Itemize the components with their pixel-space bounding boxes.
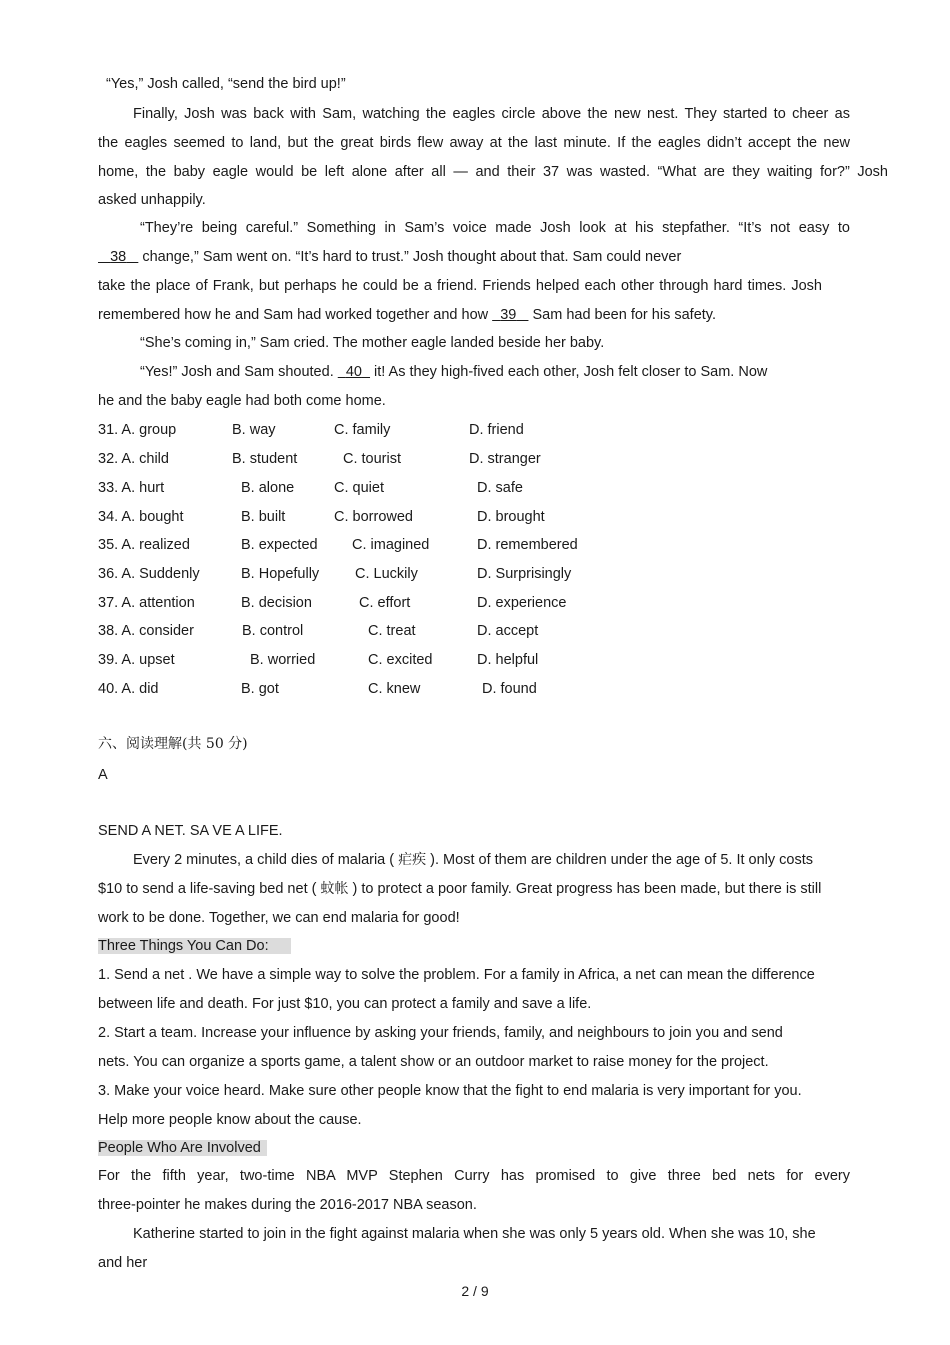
article-line: 2. Start a team. Increase your influence by asking your friends, family, and neighbours to join you and send: [98, 1025, 783, 1041]
blank-40: 40: [345, 364, 362, 380]
story-line: remembered how he and Sam had worked together and how 39 Sam had been for his safety.: [98, 307, 716, 323]
page-number: 2 / 9: [461, 1283, 489, 1299]
option-d: D. friend: [469, 422, 524, 438]
subheading-people-involved: People Who Are Involved: [98, 1138, 850, 1158]
option-d: D. accept: [477, 623, 539, 639]
story-line: Finally, Josh was back with Sam, watching the eagles circle above the new nest. They started to cheer as: [133, 106, 850, 122]
option-c: C. tourist: [343, 451, 402, 467]
option-c: C. excited: [368, 652, 433, 668]
blank-38: 38: [110, 249, 127, 265]
option-c: C. Luckily: [355, 566, 418, 582]
article-line: Katherine started to join in the fight against malaria when she was only 5 years old. When she was 10, she: [133, 1226, 816, 1242]
option-b: B. expected: [241, 537, 318, 553]
option-d: D. remembered: [477, 537, 578, 553]
article-line: nets. You can organize a sports game, a talent show or an outdoor market to raise money for the project.: [98, 1054, 769, 1070]
article-line: and her: [98, 1255, 148, 1271]
option-c: C. treat: [368, 623, 416, 639]
story-line: home, the baby eagle would be left alone after all — and their 37 was wasted. “What are they waiting for?” Josh: [98, 164, 888, 180]
article-line: For the fifth year, two-time NBA MVP Stephen Curry has promised to give three bed nets for every: [98, 1168, 850, 1184]
story-line: the eagles seemed to land, but the great birds flew away at the last minute. If the eagles didn’t accept the new: [98, 135, 850, 151]
part-label: A: [98, 767, 108, 783]
section-heading: 六、阅读理解(共 50 分): [98, 736, 248, 752]
question-34: 34. A. bought: [98, 509, 184, 525]
option-d: D. experience: [477, 595, 567, 611]
option-d: D. stranger: [469, 451, 541, 467]
story-line: “Yes!” Josh and Sam shouted. 40 it! As they high-fived each other, Josh felt closer to Sam. Now: [140, 364, 768, 380]
question-39: 39. A. upset: [98, 652, 175, 668]
question-38: 38. A. consider: [98, 623, 194, 639]
question-37: 37. A. attention: [98, 595, 195, 611]
article-line: 1. Send a net . We have a simple way to solve the problem. For a family in Africa, a net can mean the difference: [98, 967, 815, 983]
article-line: three-pointer he makes during the 2016-2017 NBA season.: [98, 1197, 477, 1213]
option-d: D. safe: [477, 480, 523, 496]
question-31: 31. A. group: [98, 422, 177, 438]
article-line: Every 2 minutes, a child dies of malaria ( 疟疾 ). Most of them are children under the age of 5. It only costs: [133, 852, 814, 868]
article-line: between life and death. For just $10, you can protect a family and save a life.: [98, 996, 592, 1012]
option-d: D. Surprisingly: [477, 566, 572, 582]
option-c: C. borrowed: [334, 509, 413, 525]
story-line: take the place of Frank, but perhaps he could be a friend. Friends helped each other through hard times. Josh: [98, 278, 822, 294]
story-line: 38 change,” Sam went on. “It’s hard to trust.” Josh thought about that. Sam could never: [98, 247, 830, 267]
blank-39: 39: [500, 307, 517, 323]
option-b: B. Hopefully: [241, 566, 320, 582]
question-36: 36. A. Suddenly: [98, 566, 200, 582]
question-33: 33. A. hurt: [98, 480, 165, 496]
article-line: work to be done. Together, we can end malaria for good!: [98, 910, 460, 926]
option-c: C. knew: [368, 681, 421, 697]
option-d: D. found: [482, 681, 537, 697]
story-line: “She’s coming in,” Sam cried. The mother eagle landed beside her baby.: [140, 335, 605, 351]
article-title: SEND A NET. SA VE A LIFE.: [98, 823, 283, 839]
article-line: $10 to send a life-saving bed net ( 蚊帐 ) to protect a poor family. Great progress has been made, but there is still: [98, 881, 822, 897]
article-line: Help more people know about the cause.: [98, 1112, 362, 1128]
story-line: he and the baby eagle had both come home.: [98, 393, 386, 409]
option-c: C. family: [334, 422, 391, 438]
story-line: “They’re being careful.” Something in Sam’s voice made Josh look at his stepfather. “It’s not easy to: [140, 220, 850, 236]
question-40: 40. A. did: [98, 681, 159, 697]
option-b: B. control: [242, 623, 304, 639]
question-35: 35. A. realized: [98, 537, 190, 553]
option-c: C. effort: [359, 595, 411, 611]
option-b: B. way: [232, 422, 276, 438]
option-b: B. student: [232, 451, 298, 467]
option-b: B. got: [241, 681, 279, 697]
article-line: 3. Make your voice heard. Make sure other people know that the fight to end malaria is very important for you.: [98, 1083, 802, 1099]
subheading-three-things: Three Things You Can Do:: [98, 936, 850, 956]
option-d: D. helpful: [477, 652, 539, 668]
story-line: asked unhappily.: [98, 192, 206, 208]
option-b: B. decision: [241, 595, 312, 611]
question-32: 32. A. child: [98, 451, 169, 467]
option-b: B. built: [241, 509, 286, 525]
option-c: C. imagined: [352, 537, 430, 553]
story-line: “Yes,” Josh called, “send the bird up!”: [106, 76, 346, 92]
option-b: B. alone: [241, 480, 295, 496]
option-c: C. quiet: [334, 480, 384, 496]
option-b: B. worried: [250, 652, 316, 668]
option-d: D. brought: [477, 509, 545, 525]
